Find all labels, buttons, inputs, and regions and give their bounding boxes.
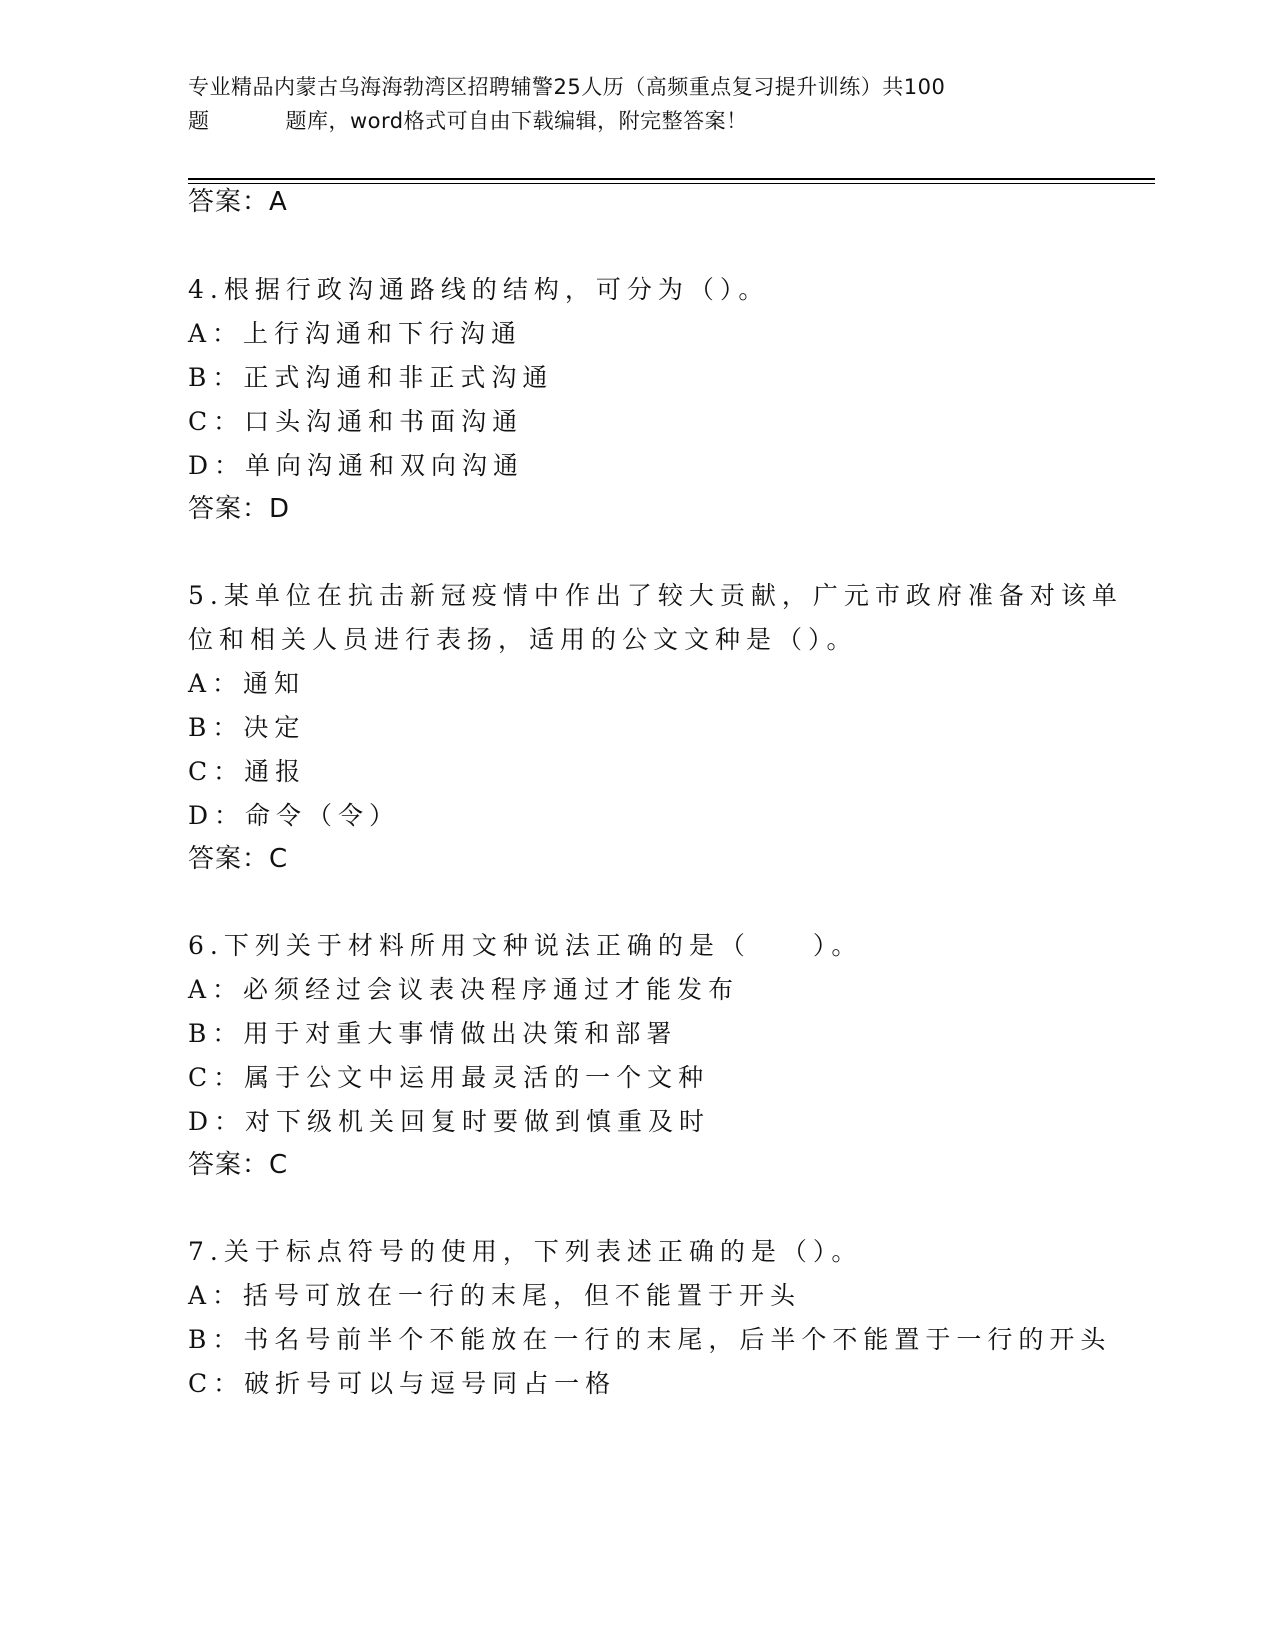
- question-6-option-a: A：必须经过会议表决程序通过才能发布: [188, 975, 740, 1004]
- question-4-option-d: D：单向沟通和双向沟通: [188, 451, 525, 480]
- question-6-option-c: C：属于公文中运用最灵活的一个文种: [188, 1063, 710, 1092]
- question-6-text: 6.下列关于材料所用文种说法正确的是（ ）。: [188, 931, 863, 960]
- header-divider-thick: [188, 178, 1155, 180]
- question-6-option-b: B：用于对重大事情做出决策和部署: [188, 1019, 678, 1048]
- question-7-text: 7.关于标点符号的使用，下列表述正确的是（）。: [188, 1237, 863, 1266]
- question-5-option-c: C：通报: [188, 757, 307, 786]
- header-divider-thin: [188, 183, 1155, 184]
- answer-6: 答案：C: [188, 1150, 289, 1180]
- header-line2-right: 题库，word格式可自由下载编辑，附完整答案！: [285, 109, 748, 133]
- question-5-option-b: B：决定: [188, 713, 306, 742]
- question-5-text-line2: 位和相关人员进行表扬，适用的公文文种是（）。: [188, 625, 858, 654]
- document-header: [188, 70, 1068, 138]
- question-7-option-a: A：括号可放在一行的末尾，但不能置于开头: [188, 1281, 802, 1310]
- header-title-line1: 专业精品内蒙古乌海海勃湾区招聘辅警25人历（高频重点复习提升训练）共100: [188, 75, 946, 99]
- question-7-option-b: B：书名号前半个不能放在一行的末尾，后半个不能置于一行的开头: [188, 1325, 1112, 1354]
- question-4-option-c: C：口头沟通和书面沟通: [188, 407, 524, 436]
- answer-4: 答案：D: [188, 494, 291, 524]
- question-6-option-d: D：对下级机关回复时要做到慎重及时: [188, 1107, 711, 1136]
- answer-5: 答案：C: [188, 844, 289, 874]
- question-4-option-b: B：正式沟通和非正式沟通: [188, 363, 554, 392]
- answer-3: 答案：A: [188, 187, 288, 217]
- header-title-line2: [188, 104, 1068, 138]
- question-5-option-d: D：命令（令）: [188, 801, 401, 830]
- question-5-option-a: A：通知: [188, 669, 306, 698]
- question-7-option-c: C：破折号可以与逗号同占一格: [188, 1369, 617, 1398]
- question-4-option-a: A：上行沟通和下行沟通: [188, 319, 523, 348]
- question-5-text-line1: 5.某单位在抗击新冠疫情中作出了较大贡献，广元市政府准备对该单: [188, 581, 1123, 610]
- question-4-text: 4.根据行政沟通路线的结构，可分为（）。: [188, 275, 770, 304]
- header-line2-left: 题: [188, 109, 210, 133]
